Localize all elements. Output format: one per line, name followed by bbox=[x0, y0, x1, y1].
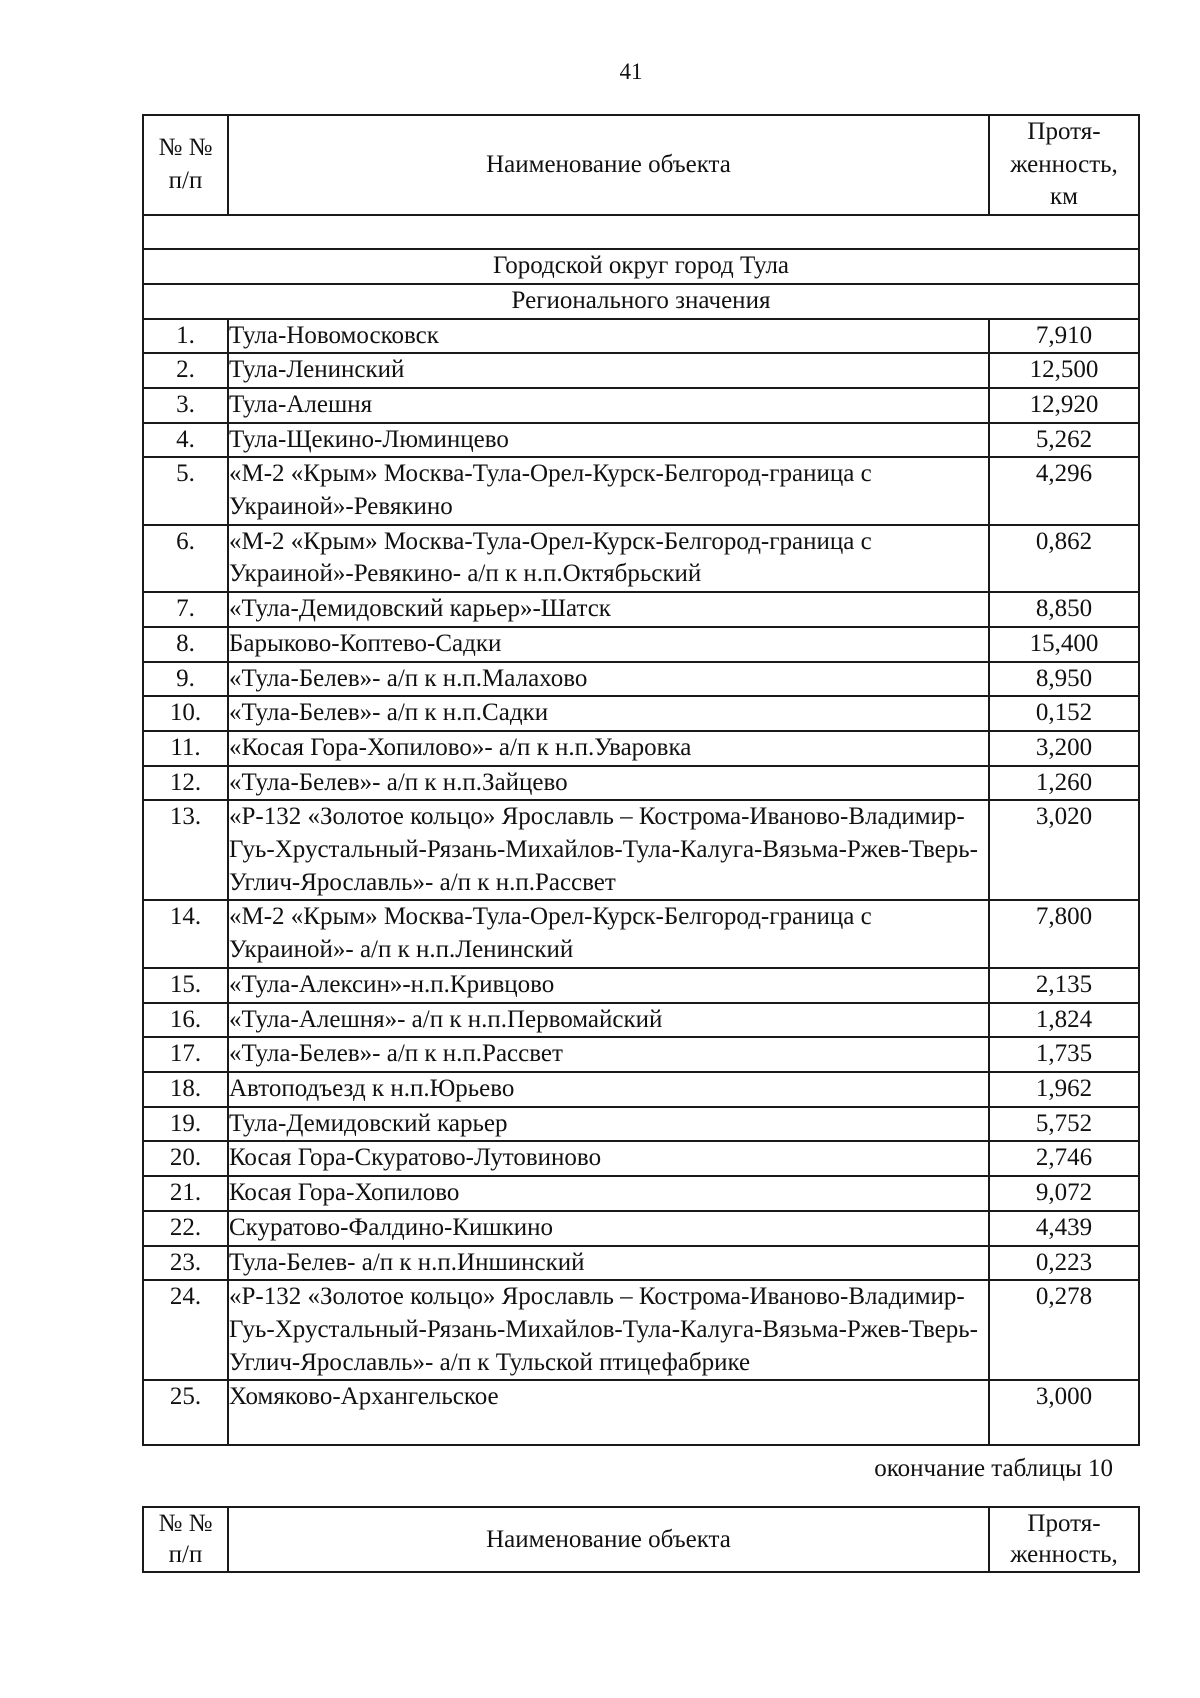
row-number: 1. bbox=[143, 319, 228, 354]
table-row bbox=[143, 1072, 1139, 1107]
object-name: Тула-Демидовский карьер bbox=[228, 1107, 989, 1142]
length-km: 1,962 bbox=[989, 1072, 1139, 1107]
header-number bbox=[143, 1507, 228, 1572]
object-name: Косая Гора-Скуратово-Лутовиново bbox=[228, 1141, 989, 1176]
subsection-title: Регионального значения bbox=[143, 284, 1139, 319]
table-row bbox=[143, 592, 1139, 627]
header-length bbox=[989, 1507, 1139, 1572]
row-number: 21. bbox=[143, 1176, 228, 1211]
table-row bbox=[143, 423, 1139, 458]
header-length-line2: женность, bbox=[1010, 1541, 1118, 1568]
length-km: 3,200 bbox=[989, 731, 1139, 766]
header-number-line2: п/п bbox=[168, 167, 203, 195]
header-length-line3: км bbox=[1050, 183, 1078, 211]
length-km: 3,000 bbox=[989, 1380, 1139, 1445]
object-name: «Р-132 «Золотое кольцо» Ярославль – Кострома-Иваново-Владимир-Гуь-Хрустальный-Рязань-Михайлов-Тула-Калуга-Вязьма-Ржев-Тверь-Углич-Ярославль»- а/п к н.п.Рассвет bbox=[228, 800, 989, 900]
row-number: 24. bbox=[143, 1280, 228, 1380]
row-number: 2. bbox=[143, 353, 228, 388]
header-length-line1: Протя- bbox=[1027, 118, 1101, 145]
row-number: 7. bbox=[143, 592, 228, 627]
row-number: 20. bbox=[143, 1141, 228, 1176]
table-row bbox=[143, 1107, 1139, 1142]
row-number: 25. bbox=[143, 1380, 228, 1445]
header-length-line1: Протя- bbox=[1027, 1510, 1101, 1537]
header-number bbox=[143, 115, 228, 215]
row-number: 11. bbox=[143, 731, 228, 766]
row-number: 5. bbox=[143, 457, 228, 524]
empty-spacer-row bbox=[143, 215, 1139, 249]
length-km: 12,920 bbox=[989, 388, 1139, 423]
table-row bbox=[143, 1246, 1139, 1281]
length-km: 1,735 bbox=[989, 1037, 1139, 1072]
row-number: 4. bbox=[143, 423, 228, 458]
object-name: «М-2 «Крым» Москва-Тула-Орел-Курск-Белгород-граница с Украиной»-Ревякино bbox=[228, 457, 989, 524]
length-km: 0,223 bbox=[989, 1246, 1139, 1281]
table-row bbox=[143, 1211, 1139, 1246]
header-length-line2: женность, bbox=[1010, 150, 1118, 178]
length-km: 5,262 bbox=[989, 423, 1139, 458]
object-name: «М-2 «Крым» Москва-Тула-Орел-Курск-Белгород-граница с Украиной»-Ревякино- а/п к н.п.Октябрьский bbox=[228, 525, 989, 592]
length-km: 1,260 bbox=[989, 766, 1139, 801]
object-name: Тула-Алешня bbox=[228, 388, 989, 423]
object-name: Скуратово-Фалдино-Кишкино bbox=[228, 1211, 989, 1246]
table-row bbox=[143, 731, 1139, 766]
table-row bbox=[143, 388, 1139, 423]
header-number-line1: № № bbox=[158, 134, 213, 162]
header-number-line1: № № bbox=[158, 1510, 213, 1537]
length-km: 8,950 bbox=[989, 662, 1139, 697]
object-name: Тула-Ленинский bbox=[228, 353, 989, 388]
length-km: 12,500 bbox=[989, 353, 1139, 388]
object-name: «Тула-Алешня»- а/п к н.п.Первомайский bbox=[228, 1003, 989, 1038]
road-length-table bbox=[142, 114, 1140, 1446]
table-row bbox=[143, 1003, 1139, 1038]
length-km: 4,296 bbox=[989, 457, 1139, 524]
table-row bbox=[143, 319, 1139, 354]
table-row bbox=[143, 1141, 1139, 1176]
section-title-row bbox=[143, 249, 1139, 284]
table-row bbox=[143, 457, 1139, 524]
table-row bbox=[143, 766, 1139, 801]
object-name: Барыково-Коптево-Садки bbox=[228, 627, 989, 662]
empty-cell bbox=[143, 215, 1139, 249]
length-km: 15,400 bbox=[989, 627, 1139, 662]
table-header-row bbox=[143, 115, 1139, 215]
row-number: 22. bbox=[143, 1211, 228, 1246]
table-row bbox=[143, 1176, 1139, 1211]
row-number: 13. bbox=[143, 800, 228, 900]
row-number: 6. bbox=[143, 525, 228, 592]
table-row bbox=[143, 1280, 1139, 1380]
row-number: 23. bbox=[143, 1246, 228, 1281]
object-name: «Тула-Белев»- а/п к н.п.Садки bbox=[228, 696, 989, 731]
section-title: Городской округ город Тула bbox=[143, 249, 1139, 284]
table-row bbox=[143, 900, 1139, 967]
object-name: Косая Гора-Хопилово bbox=[228, 1176, 989, 1211]
table-row bbox=[143, 968, 1139, 1003]
length-km: 7,800 bbox=[989, 900, 1139, 967]
subsection-title-row bbox=[143, 284, 1139, 319]
row-number: 8. bbox=[143, 627, 228, 662]
object-name: «Тула-Алексин»-н.п.Кривцово bbox=[228, 968, 989, 1003]
object-name: «М-2 «Крым» Москва-Тула-Орел-Курск-Белгород-граница с Украиной»- а/п к н.п.Ленинский bbox=[228, 900, 989, 967]
object-name: Тула-Белев- а/п к н.п.Иншинский bbox=[228, 1246, 989, 1281]
header-object-name: Наименование объекта bbox=[228, 1507, 989, 1572]
length-km: 9,072 bbox=[989, 1176, 1139, 1211]
length-km: 0,278 bbox=[989, 1280, 1139, 1380]
length-km: 2,135 bbox=[989, 968, 1139, 1003]
length-km: 5,752 bbox=[989, 1107, 1139, 1142]
row-number: 3. bbox=[143, 388, 228, 423]
length-km: 0,862 bbox=[989, 525, 1139, 592]
table-row bbox=[143, 525, 1139, 592]
row-number: 15. bbox=[143, 968, 228, 1003]
table-row bbox=[143, 627, 1139, 662]
object-name: Автоподъезд к н.п.Юрьево bbox=[228, 1072, 989, 1107]
length-km: 4,439 bbox=[989, 1211, 1139, 1246]
header-number-line2: п/п bbox=[168, 1541, 203, 1568]
object-name: Тула-Щекино-Люминцево bbox=[228, 423, 989, 458]
object-name: Тула-Новомосковск bbox=[228, 319, 989, 354]
length-km: 8,850 bbox=[989, 592, 1139, 627]
row-number: 12. bbox=[143, 766, 228, 801]
length-km: 3,020 bbox=[989, 800, 1139, 900]
object-name: «Р-132 «Золотое кольцо» Ярославль – Кострома-Иваново-Владимир-Гуь-Хрустальный-Рязань-Михайлов-Тула-Калуга-Вязьма-Ржев-Тверь-Углич-Ярославль»- а/п к Тульской птицефабрике bbox=[228, 1280, 989, 1380]
continuation-header-row bbox=[143, 1507, 1139, 1572]
length-km: 0,152 bbox=[989, 696, 1139, 731]
object-name: Хомяково-Архангельское bbox=[228, 1380, 989, 1445]
object-name: «Тула-Белев»- а/п к н.п.Малахово bbox=[228, 662, 989, 697]
table-row bbox=[143, 662, 1139, 697]
row-number: 18. bbox=[143, 1072, 228, 1107]
header-length bbox=[989, 115, 1139, 215]
length-km: 1,824 bbox=[989, 1003, 1139, 1038]
row-number: 10. bbox=[143, 696, 228, 731]
table-row bbox=[143, 696, 1139, 731]
object-name: «Тула-Белев»- а/п к н.п.Зайцево bbox=[228, 766, 989, 801]
object-name: «Тула-Белев»- а/п к н.п.Рассвет bbox=[228, 1037, 989, 1072]
row-number: 9. bbox=[143, 662, 228, 697]
table-row bbox=[143, 353, 1139, 388]
length-km: 7,910 bbox=[989, 319, 1139, 354]
table-row bbox=[143, 1380, 1139, 1445]
row-number: 17. bbox=[143, 1037, 228, 1072]
page-number: 41 bbox=[619, 59, 643, 84]
row-number: 14. bbox=[143, 900, 228, 967]
row-number: 16. bbox=[143, 1003, 228, 1038]
table-row bbox=[143, 800, 1139, 900]
row-number: 19. bbox=[143, 1107, 228, 1142]
continuation-table bbox=[142, 1506, 1140, 1573]
object-name: «Тула-Демидовский карьер»-Шатск bbox=[228, 592, 989, 627]
length-km: 2,746 bbox=[989, 1141, 1139, 1176]
header-object-name: Наименование объекта bbox=[228, 115, 989, 215]
continuation-caption: окончание таблицы 10 bbox=[874, 1455, 1113, 1482]
object-name: «Косая Гора-Хопилово»- а/п к н.п.Уваровка bbox=[228, 731, 989, 766]
table-row bbox=[143, 1037, 1139, 1072]
